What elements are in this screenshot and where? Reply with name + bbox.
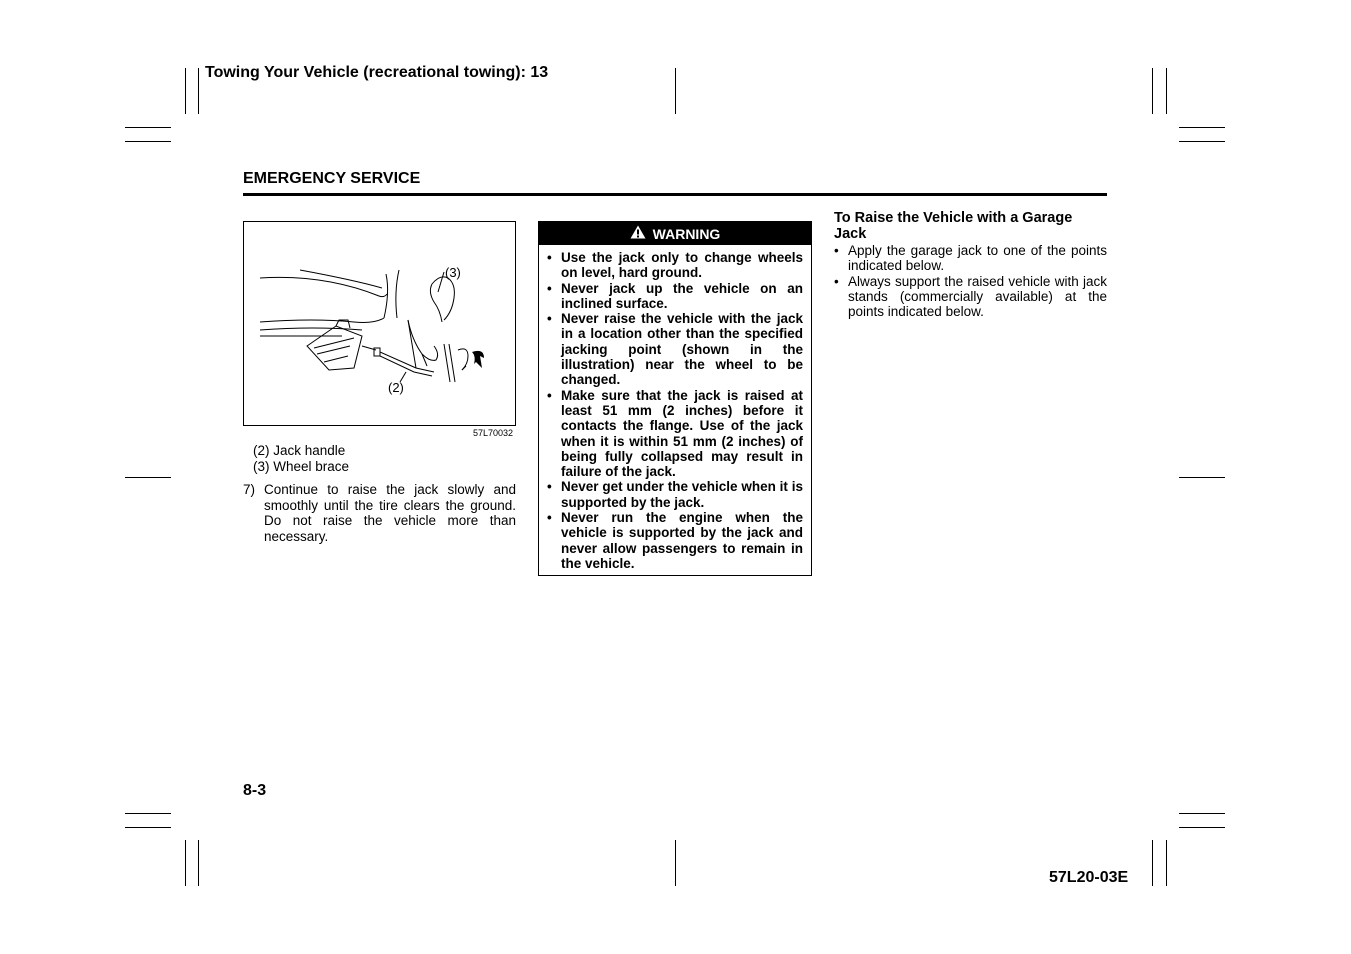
garage-jack-heading: To Raise the Vehicle with a Garage Jack	[834, 210, 1073, 242]
page-number: 8-3	[243, 782, 267, 799]
warning-item: • Use the jack only to change wheels on level, hard ground.	[547, 250, 803, 281]
warning-icon	[630, 225, 646, 242]
legend-item: (3) Wheel brace	[253, 458, 350, 474]
step-number: 7)	[243, 482, 256, 497]
warning-title: WARNING	[652, 225, 721, 242]
legend-item: (2) Jack handle	[253, 443, 346, 458]
jack-illustration	[243, 221, 516, 438]
warning-box	[538, 221, 812, 576]
figure-code: 57L70032	[472, 428, 513, 438]
warning-item: • Never get under the vehicle when it is supported by the jack.	[547, 479, 803, 510]
document-code: 57L20-03E	[1049, 869, 1129, 886]
warning-item: • Never run the engine when the vehicle is supported by the jack and never allow passengers to remain in the vehicle.	[547, 510, 803, 571]
warning-item: • Make sure that the jack is raised at least 51 mm (2 inches) before it contacts the flange. Use of the jack when it is within 51 mm (2 inches) of being fully collapsed may result in failure of the jack.	[547, 388, 803, 480]
warning-item: • Never raise the vehicle with the jack in a location other than the specified jacking point (shown in the illustration) near the wheel to be changed.	[547, 311, 803, 387]
garage-jack-list	[834, 243, 1107, 319]
step-7	[243, 482, 516, 544]
step-text: Continue to raise the jack slowly and smoothly until the tire clears the ground. Do not raise the vehicle more than necessary.	[264, 482, 516, 544]
warning-list	[539, 245, 811, 571]
garage-jack-section	[834, 210, 1107, 319]
garage-jack-item: • Always support the raised vehicle with jack stands (commercially available) at the points indicated below.	[834, 274, 1107, 320]
jack-drawing	[244, 222, 515, 425]
callout-3: (3)	[445, 265, 461, 280]
section-title: EMERGENCY SERVICE	[243, 170, 421, 187]
section-rule	[243, 193, 1107, 196]
warning-item: • Never jack up the vehicle on an inclined surface.	[547, 281, 803, 312]
figure-legend	[253, 443, 349, 474]
warning-header	[539, 222, 811, 245]
callout-2: (2)	[388, 380, 404, 395]
page-header-title: Towing Your Vehicle (recreational towing): 13	[205, 64, 549, 81]
garage-jack-item: • Apply the garage jack to one of the points indicated below.	[834, 243, 1107, 274]
